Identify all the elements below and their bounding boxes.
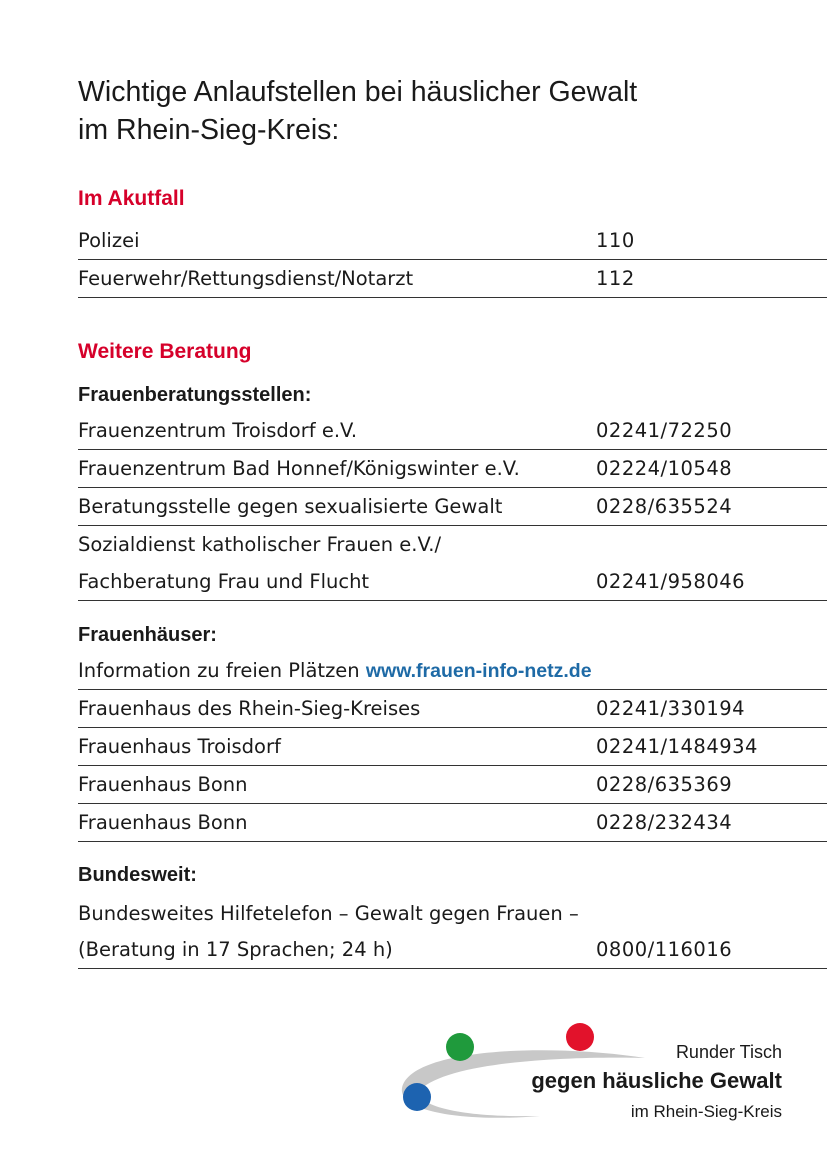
section-heading-akutfall: Im Akutfall	[78, 187, 185, 210]
subheading-bundesweit: Bundesweit:	[78, 864, 197, 886]
logo-blue-dot	[403, 1083, 431, 1111]
phone-number: 02241/1484934	[596, 735, 758, 758]
phone-number: 02241/330194	[596, 697, 746, 720]
page-title	[78, 73, 798, 149]
table-row	[78, 804, 827, 842]
contact-name: (Beratung in 17 Sprachen; 24 h)	[78, 938, 393, 961]
info-label: Information zu freien Plätzen	[78, 659, 360, 682]
contact-name: Frauenzentrum Troisdorf e.V.	[78, 419, 358, 442]
phone-number: 0228/635524	[596, 495, 733, 518]
table-row	[78, 563, 827, 601]
contact-name: Frauenhaus Bonn	[78, 773, 248, 796]
phone-number: 0800/116016	[596, 938, 733, 961]
contact-name: Beratungsstelle gegen sexualisierte Gewalt	[78, 495, 503, 518]
phone-number: 112	[596, 267, 635, 290]
phone-number: 0228/635369	[596, 773, 733, 796]
title-line-1: Wichtige Anlaufstellen bei häuslicher Gewalt	[78, 76, 638, 108]
table-row	[78, 690, 827, 728]
table-row	[78, 260, 827, 298]
contact-name: Frauenhaus Troisdorf	[78, 735, 281, 758]
table-row	[78, 728, 827, 766]
contact-name: Feuerwehr/Rettungsdienst/Notarzt	[78, 267, 414, 290]
table-row	[78, 222, 827, 260]
phone-number: 02224/10548	[596, 457, 733, 480]
phone-number: 0228/232434	[596, 811, 733, 834]
title-line-2: im Rhein-Sieg-Kreis:	[78, 114, 340, 146]
logo-line-2: gegen häusliche Gewalt	[531, 1068, 782, 1093]
phone-number: 02241/958046	[596, 570, 746, 593]
contact-name: Polizei	[78, 229, 140, 252]
subheading-frauenberatungsstellen: Frauenberatungsstellen:	[78, 384, 312, 406]
logo-line-1: Runder Tisch	[675, 1042, 782, 1062]
phone-number: 02241/72250	[596, 419, 733, 442]
logo-line-3: im Rhein-Sieg-Kreis	[630, 1102, 782, 1121]
table-row	[78, 488, 827, 526]
table-row	[78, 450, 827, 488]
frauen-info-netz-link[interactable]: www.frauen-info-netz.de	[365, 660, 592, 682]
section-heading-weitere-beratung: Weitere Beratung	[78, 340, 252, 363]
table-row	[78, 526, 827, 563]
runder-tisch-logo	[390, 1018, 790, 1138]
contact-name: Frauenzentrum Bad Honnef/Königswinter e.V.	[78, 457, 520, 480]
table-row	[78, 766, 827, 804]
logo-red-dot	[566, 1023, 594, 1051]
info-text	[78, 652, 592, 690]
logo-green-dot	[446, 1033, 474, 1061]
subheading-frauenhaeuser: Frauenhäuser:	[78, 624, 217, 646]
table-row	[78, 895, 827, 932]
contact-name: Bundesweites Hilfetelefon – Gewalt gegen Frauen –	[78, 902, 579, 925]
phone-number: 110	[596, 229, 635, 252]
contact-name: Sozialdienst katholischer Frauen e.V./	[78, 533, 442, 556]
table-row	[78, 931, 827, 969]
table-row	[78, 412, 827, 450]
info-row	[78, 652, 827, 690]
contact-name: Frauenhaus des Rhein-Sieg-Kreises	[78, 697, 421, 720]
contact-name: Fachberatung Frau und Flucht	[78, 570, 370, 593]
contact-name: Frauenhaus Bonn	[78, 811, 248, 834]
